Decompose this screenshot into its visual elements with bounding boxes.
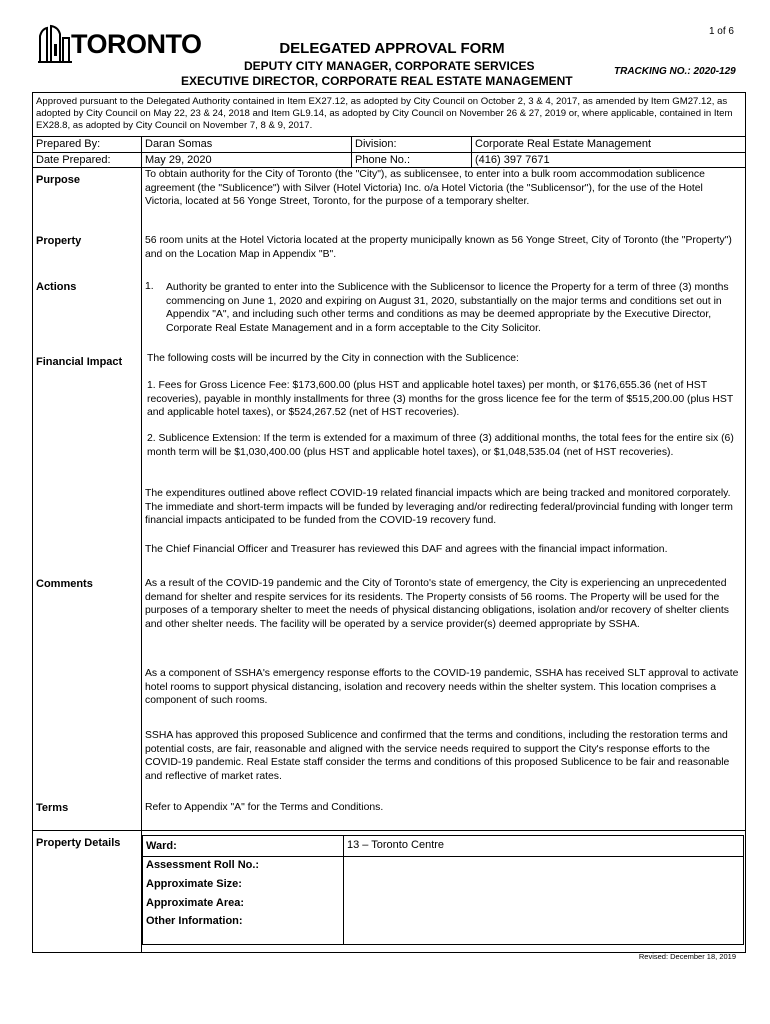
actions-number: 1. (145, 281, 154, 292)
revised-date: Revised: December 18, 2019 (638, 952, 736, 961)
financial-paragraph-4: The Chief Financial Officer and Treasurer has reviewed this DAF and agrees with the financial impact information. (145, 544, 668, 555)
purpose-text: To obtain authority for the City of Toronto (the "City"), as sublicensee, to enter into a bulk room accommodation sublicence agreement (the "Sublicence") with Silver (Hotel Victoria) Inc. o/a Hotel Victoria (the "Sublicensor"), for the use of the Hotel Victoria, located at 56 Yonge Street, Toronto, for the purpose of a temporary shelter. (145, 169, 705, 207)
tracking-label: TRACKING NO.: (614, 66, 691, 77)
divider (351, 136, 352, 167)
other-information-label: Other Information: (146, 915, 243, 927)
ward-label: Ward: (146, 840, 177, 852)
divider (471, 136, 472, 167)
comments-label: Comments (36, 578, 93, 590)
form-title: DELEGATED APPROVAL FORM (279, 40, 505, 57)
form-subtitle-2: EXECUTIVE DIRECTOR, CORPORATE REAL ESTATE MANAGEMENT (181, 74, 573, 88)
divider (32, 152, 746, 153)
division-label: Division: (355, 138, 397, 150)
page-number: 1 of 6 (708, 26, 734, 37)
terms-text: Refer to Appendix "A" for the Terms and Conditions. (145, 802, 384, 813)
approximate-area-label: Approximate Area: (146, 897, 245, 909)
divider (32, 830, 746, 831)
property-details-label: Property Details (36, 837, 121, 849)
logo-wordmark: TORONTO (71, 29, 202, 59)
tracking-number (614, 66, 736, 77)
ward-value: 13 – Toronto Centre (347, 839, 445, 851)
approved-statement: Approved pursuant to the Delegated Authority contained in Item EX27.12, as adopted by City Council on October 2, 3 & 4, 2017, as amended by Item GM27.12, as adopted by City Council on May 22, 23 & 24, 2018 and Item GL9.14, as adopted by City Council on November 26 & 27, 2019 or, where applicable, contained in Item EX28.8, as adopted by City Council on November 7, 8 & 9, 2017. (36, 96, 733, 131)
tracking-value: 2020-129 (693, 66, 736, 77)
assessment-roll-label: Assessment Roll No.: (146, 859, 260, 871)
comments-paragraph-2: As a component of SSHA's emergency response efforts to the COVID-19 pandemic, SSHA has received SLT approval to activate hotel rooms to support physical distancing, isolation and recovery needs within the shelter system. This location comprises a component of such rooms. (145, 668, 739, 706)
division-value: Corporate Real Estate Management (475, 138, 652, 150)
terms-label: Terms (36, 802, 69, 814)
financial-paragraph-3: The expenditures outlined above reflect COVID-19 related financial impacts which are being tracked and monitored corporately. The immediate and short-term impacts will be funded by leveraging and/or redirecting federal/provincial funding with longer term financial impacts anticipated to be funded from the COVID-19 recovery fund. (145, 488, 733, 526)
phone-label: Phone No.: (355, 154, 411, 166)
actions-text: Authority be granted to enter into the Sublicence with the Sublicensor to licence the Property for a term of three (3) months commencing on June 1, 2020 and expiring on August 31, 2020, substantially on the major terms and conditions set out in Appendix "A", and including such other terms and conditions as may be deemed appropriate by the Executive Director, Corporate Real Estate Management and in a form acceptable to the City Solicitor. (166, 282, 729, 334)
comments-paragraph-1: As a result of the COVID-19 pandemic and the City of Toronto's state of emergency, the City is experiencing an unprecedented demand for shelter and respite services for its residents. The Property consists of 56 rooms. The Property will be used for the purposes of a temporary shelter to meet the needs of physical distancing obligations, isolation and/or recovery of shelter clients and other shelter needs. The facility will be operated by a service provider(s) deemed appropriate by SSHA. (145, 578, 729, 630)
date-prepared-value: May 29, 2020 (145, 154, 212, 166)
comments-paragraph-3: SSHA has approved this proposed Sublicence and confirmed that the terms and conditions, including the restoration terms and potential costs, are fair, reasonable and aligned with the service needs required to support the City's response efforts to the COVID-19 pandemic. Real Estate staff consider the terms and conditions of this proposed Sublicence to be fair and reasonable and reflective of market rates. (145, 730, 730, 782)
actions-label: Actions (36, 281, 77, 293)
financial-item-1: 1. Fees for Gross Licence Fee: $173,600.00 (plus HST and applicable hotel taxes) per month, or $176,655.36 (net of HST recoveries), payable in monthly installments for three (3) months for the gross licence fee for the term of $515,200.00 (plus HST and applicable hotel taxes), or $524,267.52 (net of HST recoveries). (147, 380, 734, 418)
financial-item-2: 2. Sublicence Extension: If the term is extended for a maximum of three (3) additional months, the total fees for the entire six (6) month term will be $1,030,400.00 (plus HST and applicable hotel taxes), or $1,048,535.04 (net of HST recoveries). (147, 433, 734, 458)
financial-intro: The following costs will be incurred by the City in connection with the Sublicence: (147, 353, 519, 364)
phone-value: (416) 397 7671 (475, 154, 550, 166)
divider (32, 136, 746, 137)
divider (141, 136, 142, 167)
prepared-by-label: Prepared By: (36, 138, 101, 150)
divider (343, 836, 344, 944)
property-label: Property (36, 235, 82, 247)
divider (143, 856, 743, 857)
property-details-table (142, 835, 744, 945)
date-prepared-label: Date Prepared: (36, 154, 111, 166)
financial-impact-label: Financial Impact (36, 356, 123, 368)
approximate-size-label: Approximate Size: (146, 878, 242, 890)
form-subtitle-1: DEPUTY CITY MANAGER, CORPORATE SERVICES (244, 59, 535, 73)
property-text: 56 room units at the Hotel Victoria located at the property municipally known as 56 Yonge Street, City of Toronto (the "Property") and on the Location Map in Appendix "B". (145, 235, 732, 260)
prepared-by-value: Daran Somas (145, 138, 213, 150)
purpose-label: Purpose (36, 174, 81, 186)
